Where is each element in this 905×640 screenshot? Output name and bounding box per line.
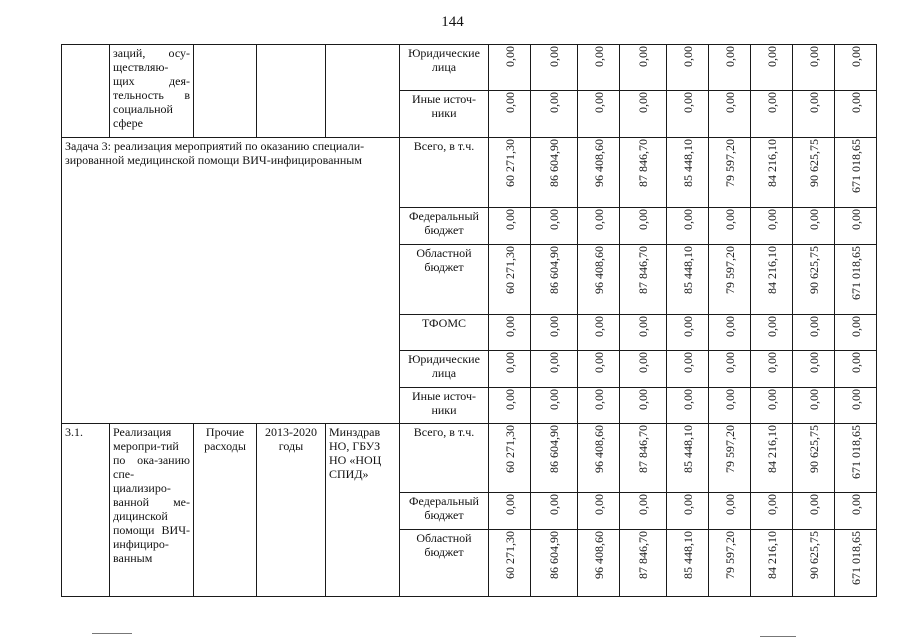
table-row: [62, 424, 877, 493]
cell-value: [489, 424, 531, 493]
cell-value: [578, 530, 620, 597]
value-text: 90 625,75: [806, 246, 821, 294]
value-text: 0,00: [764, 389, 779, 410]
value-text: 86 604,90: [547, 531, 561, 579]
cell-value: [667, 45, 709, 91]
cell-value: [489, 138, 531, 208]
cell-value: [835, 351, 877, 388]
value-text: 0,00: [680, 92, 695, 113]
value-text: 0,00: [680, 494, 695, 515]
value-text: 0,00: [806, 389, 821, 410]
cell-funding-source: Федеральный бюджет: [400, 208, 489, 245]
value-text: 87 846,70: [636, 139, 650, 187]
value-text: 0,00: [722, 46, 737, 67]
cell-number: 3.1.: [62, 424, 110, 597]
cell-value: [578, 493, 620, 530]
value-text: 86 604,90: [547, 246, 561, 294]
cell-value: [709, 424, 751, 493]
value-text: 0,00: [764, 209, 779, 230]
cell-value: [489, 388, 531, 424]
cell-value: [578, 388, 620, 424]
cell-value: [793, 530, 835, 597]
cell-description: Реализация меропри-тий по ока-занию спе-циализиро-ванной ме-дицинской помощи ВИЧ-инфициро-ванным: [110, 424, 194, 597]
cell-value: [620, 388, 667, 424]
cell-value: [667, 424, 709, 493]
value-text: 0,00: [547, 389, 561, 410]
cell-value: [751, 424, 793, 493]
value-text: 85 448,10: [680, 246, 695, 294]
cell-funding-source: Иные источ-ники: [400, 91, 489, 138]
value-text: 0,00: [502, 46, 517, 67]
cell-value: [835, 245, 877, 315]
value-text: 0,00: [502, 494, 517, 515]
cell-value: [531, 351, 578, 388]
value-text: 79 597,20: [722, 246, 737, 294]
value-text: 0,00: [722, 316, 737, 337]
cell-value: [793, 45, 835, 91]
cell-value: [620, 45, 667, 91]
value-text: 0,00: [547, 494, 561, 515]
cell-value: [751, 91, 793, 138]
cell-value: [489, 351, 531, 388]
value-text: 0,00: [591, 352, 606, 373]
value-text: 0,00: [806, 46, 821, 67]
cell-task-heading: Задача 3: реализация мероприятий по оказанию специали-зированной медицинской помощи ВИЧ-инфицированным: [62, 138, 400, 424]
cell-funding-source: Всего, в т.ч.: [400, 424, 489, 493]
cell-value: [709, 351, 751, 388]
value-text: 0,00: [636, 494, 650, 515]
cell-value: [620, 493, 667, 530]
value-text: 60 271,30: [502, 246, 517, 294]
value-text: 0,00: [722, 494, 737, 515]
cell-value: [751, 351, 793, 388]
value-text: 84 216,10: [764, 246, 779, 294]
cell-value: [620, 530, 667, 597]
cell-value: [793, 493, 835, 530]
cell-value: [835, 388, 877, 424]
value-text: 60 271,30: [502, 139, 517, 187]
page-number: 144: [441, 14, 464, 30]
table-row: [62, 45, 877, 91]
value-text: 87 846,70: [636, 246, 650, 294]
value-text: 0,00: [636, 316, 650, 337]
value-text: 84 216,10: [764, 425, 779, 473]
value-text: 0,00: [680, 316, 695, 337]
cell-value: [751, 315, 793, 351]
footer-rule-right: [760, 636, 796, 637]
value-text: 0,00: [764, 92, 779, 113]
value-text: 79 597,20: [722, 139, 737, 187]
cell-value: [793, 424, 835, 493]
cell-expense-type: Прочие расходы: [194, 424, 257, 597]
cell-value: [709, 91, 751, 138]
value-text: 0,00: [848, 316, 863, 337]
value-text: 0,00: [848, 92, 863, 113]
value-text: 0,00: [848, 352, 863, 373]
value-text: 0,00: [591, 209, 606, 230]
cell-value: [835, 138, 877, 208]
value-text: 0,00: [848, 209, 863, 230]
cell-value: [793, 91, 835, 138]
value-text: 87 846,70: [636, 531, 650, 579]
value-text: 0,00: [591, 316, 606, 337]
table-row: [62, 138, 877, 208]
cell-value: [751, 388, 793, 424]
cell-value: [667, 208, 709, 245]
cell-value: [709, 493, 751, 530]
cell-value: [667, 493, 709, 530]
cell-value: [793, 208, 835, 245]
cell-value: [667, 315, 709, 351]
value-text: 85 448,10: [680, 531, 695, 579]
value-text: 0,00: [636, 209, 650, 230]
cell-funding-source: Федеральный бюджет: [400, 493, 489, 530]
cell-value: [793, 351, 835, 388]
cell-value: [531, 424, 578, 493]
value-text: 671 018,65: [848, 531, 863, 585]
value-text: 0,00: [848, 389, 863, 410]
cell-value: [578, 424, 620, 493]
cell-number: [62, 45, 110, 138]
value-text: 0,00: [502, 352, 517, 373]
cell-value: [489, 315, 531, 351]
cell-value: [578, 45, 620, 91]
cell-value: [489, 245, 531, 315]
value-text: 0,00: [636, 389, 650, 410]
cell-value: [578, 351, 620, 388]
cell-funding-source: ТФОМС: [400, 315, 489, 351]
value-text: 0,00: [848, 46, 863, 67]
cell-value: [667, 245, 709, 315]
cell-expense-type: [194, 45, 257, 138]
cell-period: 2013-2020 годы: [257, 424, 326, 597]
cell-value: [578, 208, 620, 245]
cell-value: [667, 91, 709, 138]
cell-value: [835, 530, 877, 597]
value-text: 0,00: [848, 494, 863, 515]
cell-value: [751, 138, 793, 208]
cell-value: [793, 388, 835, 424]
value-text: 0,00: [591, 494, 606, 515]
cell-value: [835, 91, 877, 138]
cell-value: [489, 530, 531, 597]
cell-value: [620, 138, 667, 208]
cell-value: [793, 138, 835, 208]
value-text: 0,00: [806, 352, 821, 373]
cell-funding-source: Всего, в т.ч.: [400, 138, 489, 208]
value-text: 0,00: [502, 389, 517, 410]
cell-value: [578, 315, 620, 351]
cell-funding-source: Юридические лица: [400, 351, 489, 388]
cell-value: [835, 315, 877, 351]
value-text: 0,00: [636, 352, 650, 373]
value-text: 84 216,10: [764, 531, 779, 579]
cell-value: [578, 245, 620, 315]
cell-value: [751, 208, 793, 245]
value-text: 0,00: [547, 316, 561, 337]
value-text: 0,00: [502, 209, 517, 230]
cell-value: [531, 315, 578, 351]
budget-table: [61, 44, 877, 597]
value-text: 671 018,65: [848, 246, 863, 300]
value-text: 0,00: [806, 316, 821, 337]
value-text: 0,00: [547, 352, 561, 373]
value-text: 84 216,10: [764, 139, 779, 187]
value-text: 90 625,75: [806, 531, 821, 579]
value-text: 85 448,10: [680, 139, 695, 187]
cell-value: [620, 208, 667, 245]
value-text: 0,00: [636, 46, 650, 67]
cell-value: [709, 138, 751, 208]
cell-description: заций, осу-ществляю-щих дея-тельность в социальной сфере: [110, 45, 194, 138]
value-text: 90 625,75: [806, 139, 821, 187]
cell-value: [620, 91, 667, 138]
cell-value: [835, 493, 877, 530]
cell-value: [709, 315, 751, 351]
cell-value: [578, 138, 620, 208]
value-text: 96 408,60: [591, 425, 606, 473]
value-text: 0,00: [680, 46, 695, 67]
cell-value: [667, 388, 709, 424]
value-text: 0,00: [547, 209, 561, 230]
cell-value: [489, 91, 531, 138]
cell-value: [835, 208, 877, 245]
value-text: 0,00: [591, 389, 606, 410]
cell-executor: Минздрав НО, ГБУЗ НО «НОЦ СПИД»: [326, 424, 400, 597]
cell-value: [531, 530, 578, 597]
value-text: 96 408,60: [591, 139, 606, 187]
cell-value: [835, 424, 877, 493]
value-text: 60 271,30: [502, 425, 517, 473]
value-text: 0,00: [680, 352, 695, 373]
value-text: 0,00: [722, 352, 737, 373]
value-text: 85 448,10: [680, 425, 695, 473]
cell-value: [578, 91, 620, 138]
cell-value: [709, 530, 751, 597]
cell-value: [667, 138, 709, 208]
cell-value: [620, 315, 667, 351]
cell-value: [793, 245, 835, 315]
value-text: 0,00: [502, 92, 517, 113]
value-text: 0,00: [722, 209, 737, 230]
value-text: 86 604,90: [547, 139, 561, 187]
cell-value: [489, 208, 531, 245]
footer-rule-left: [92, 633, 132, 634]
cell-funding-source: Областной бюджет: [400, 245, 489, 315]
value-text: 96 408,60: [591, 246, 606, 294]
cell-value: [709, 388, 751, 424]
cell-value: [709, 208, 751, 245]
cell-value: [751, 45, 793, 91]
value-text: 0,00: [591, 46, 606, 67]
value-text: 0,00: [806, 92, 821, 113]
cell-value: [751, 245, 793, 315]
value-text: 90 625,75: [806, 425, 821, 473]
value-text: 0,00: [764, 316, 779, 337]
value-text: 87 846,70: [636, 425, 650, 473]
cell-value: [531, 45, 578, 91]
value-text: 0,00: [636, 92, 650, 113]
value-text: 0,00: [547, 46, 561, 67]
cell-funding-source: Юридические лица: [400, 45, 489, 91]
value-text: 671 018,65: [848, 139, 863, 193]
value-text: 0,00: [764, 494, 779, 515]
cell-value: [531, 245, 578, 315]
cell-value: [620, 245, 667, 315]
value-text: 0,00: [764, 352, 779, 373]
cell-value: [751, 530, 793, 597]
value-text: 0,00: [722, 389, 737, 410]
cell-value: [531, 493, 578, 530]
cell-value: [835, 45, 877, 91]
value-text: 0,00: [591, 92, 606, 113]
cell-value: [667, 530, 709, 597]
cell-value: [531, 91, 578, 138]
value-text: 0,00: [806, 494, 821, 515]
value-text: 0,00: [547, 92, 561, 113]
cell-value: [793, 315, 835, 351]
value-text: 0,00: [806, 209, 821, 230]
value-text: 0,00: [680, 209, 695, 230]
cell-value: [620, 351, 667, 388]
value-text: 86 604,90: [547, 425, 561, 473]
cell-value: [709, 245, 751, 315]
cell-value: [667, 351, 709, 388]
cell-value: [531, 208, 578, 245]
cell-value: [489, 45, 531, 91]
cell-funding-source: Иные источ-ники: [400, 388, 489, 424]
value-text: 0,00: [722, 92, 737, 113]
cell-value: [531, 388, 578, 424]
value-text: 60 271,30: [502, 531, 517, 579]
cell-funding-source: Областной бюджет: [400, 530, 489, 597]
value-text: 0,00: [502, 316, 517, 337]
cell-value: [620, 424, 667, 493]
cell-value: [531, 138, 578, 208]
value-text: 79 597,20: [722, 425, 737, 473]
value-text: 96 408,60: [591, 531, 606, 579]
cell-executor: [326, 45, 400, 138]
cell-value: [489, 493, 531, 530]
cell-value: [751, 493, 793, 530]
cell-period: [257, 45, 326, 138]
value-text: 0,00: [764, 46, 779, 67]
value-text: 79 597,20: [722, 531, 737, 579]
cell-value: [709, 45, 751, 91]
value-text: 671 018,65: [848, 425, 863, 479]
value-text: 0,00: [680, 389, 695, 410]
